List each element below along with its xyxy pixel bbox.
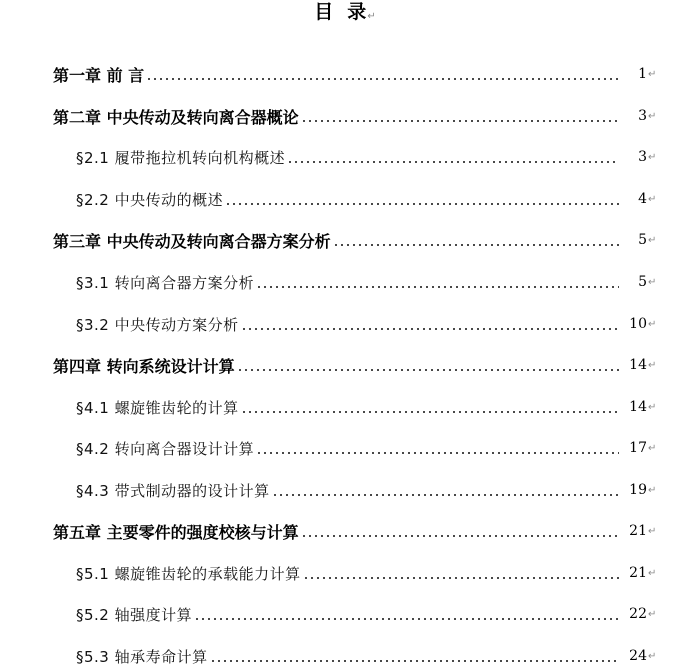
toc-entry-chapter-4[interactable] bbox=[0, 354, 690, 376]
toc-title bbox=[0, 0, 690, 29]
paragraph-mark-icon: ↵ bbox=[648, 401, 657, 413]
toc-entry-label: §3.1 转向离合器方案分析 bbox=[76, 273, 255, 292]
toc-entry-page-number: 22 bbox=[629, 606, 647, 622]
toc-entry-page-number: 24 bbox=[629, 648, 647, 664]
toc-entry-chapter-2[interactable] bbox=[0, 105, 690, 127]
toc-entry-page-number: 19 bbox=[629, 482, 647, 498]
toc-entry-section-5-1[interactable] bbox=[0, 562, 690, 584]
toc-entry-section-3-1[interactable] bbox=[0, 271, 690, 293]
dot-leader bbox=[225, 203, 619, 205]
toc-title-char-1: 目 bbox=[314, 1, 334, 23]
dot-leader bbox=[194, 618, 619, 620]
toc-entry-page-number: 14 bbox=[629, 399, 647, 415]
toc-entry-page-number: 3 bbox=[638, 108, 647, 124]
dot-leader bbox=[301, 535, 619, 537]
dot-leader bbox=[272, 494, 619, 496]
paragraph-mark-icon: ↵ bbox=[648, 442, 657, 454]
toc-entry-section-4-2[interactable] bbox=[0, 437, 690, 459]
toc-entry-page-number: 10 bbox=[629, 316, 647, 332]
paragraph-mark-icon: ↵ bbox=[648, 567, 657, 579]
toc-entry-section-2-1[interactable] bbox=[0, 146, 690, 168]
dot-leader bbox=[333, 244, 619, 246]
toc-entry-label: 第三章 中央传动及转向离合器方案分析 bbox=[53, 231, 331, 251]
toc-entry-label: §4.2 转向离合器设计计算 bbox=[76, 439, 255, 458]
toc-entry-chapter-1[interactable] bbox=[0, 63, 690, 85]
toc-entry-section-4-1[interactable] bbox=[0, 396, 690, 418]
dot-leader bbox=[256, 452, 619, 454]
toc-entry-label: §5.3 轴承寿命计算 bbox=[76, 647, 208, 666]
toc-entry-page-number: 21 bbox=[629, 523, 647, 539]
toc-entry-label: §5.1 螺旋锥齿轮的承载能力计算 bbox=[76, 564, 301, 583]
paragraph-mark-icon: ↵ bbox=[648, 484, 657, 496]
dot-leader bbox=[210, 660, 619, 662]
toc-entry-page-number: 4 bbox=[638, 191, 647, 207]
toc-entry-label: §2.2 中央传动的概述 bbox=[76, 190, 224, 209]
paragraph-mark-icon: ↵ bbox=[648, 276, 657, 288]
dot-leader bbox=[146, 78, 619, 80]
toc-entry-label: §3.2 中央传动方案分析 bbox=[76, 315, 239, 334]
paragraph-mark-icon: ↵ bbox=[648, 650, 657, 662]
paragraph-mark-icon: ↵ bbox=[648, 151, 657, 163]
toc-entry-label: §4.3 带式制动器的设计计算 bbox=[76, 481, 270, 500]
toc-title-char-2: 录 bbox=[347, 1, 367, 23]
paragraph-mark-icon: ↵ bbox=[648, 359, 657, 371]
paragraph-mark-icon: ↵ bbox=[648, 318, 657, 330]
toc-entry-page-number: 5 bbox=[638, 274, 647, 290]
toc-entry-page-number: 14 bbox=[629, 357, 647, 373]
paragraph-mark-icon: ↵ bbox=[367, 11, 376, 22]
dot-leader bbox=[287, 161, 619, 163]
dot-leader bbox=[241, 328, 619, 330]
toc-entry-section-2-2[interactable] bbox=[0, 188, 690, 210]
dot-leader bbox=[301, 120, 619, 122]
dot-leader bbox=[303, 577, 619, 579]
toc-entry-section-3-2[interactable] bbox=[0, 313, 690, 335]
dot-leader bbox=[241, 411, 619, 413]
toc-entry-page-number: 1 bbox=[638, 66, 647, 82]
toc-entry-chapter-5[interactable] bbox=[0, 520, 690, 542]
paragraph-mark-icon: ↵ bbox=[648, 234, 657, 246]
toc-entry-label: §5.2 轴强度计算 bbox=[76, 605, 193, 624]
toc-entry-page-number: 17 bbox=[629, 440, 647, 456]
toc-entry-chapter-3[interactable] bbox=[0, 229, 690, 251]
paragraph-mark-icon: ↵ bbox=[648, 608, 657, 620]
toc-entry-label: 第一章 前 言 bbox=[53, 65, 145, 85]
toc-entry-label: §4.1 螺旋锥齿轮的计算 bbox=[76, 398, 239, 417]
dot-leader bbox=[256, 286, 619, 288]
dot-leader bbox=[237, 369, 619, 371]
toc-entry-section-4-3[interactable] bbox=[0, 479, 690, 501]
paragraph-mark-icon: ↵ bbox=[648, 68, 657, 80]
toc-entry-label: 第二章 中央传动及转向离合器概论 bbox=[53, 107, 299, 127]
toc-entry-label: §2.1 履带拖拉机转向机构概述 bbox=[76, 148, 286, 167]
toc-entry-page-number: 5 bbox=[638, 232, 647, 248]
paragraph-mark-icon: ↵ bbox=[648, 525, 657, 537]
toc-entry-label: 第四章 转向系统设计计算 bbox=[53, 356, 235, 376]
paragraph-mark-icon: ↵ bbox=[648, 110, 657, 122]
paragraph-mark-icon: ↵ bbox=[648, 193, 657, 205]
toc-entry-page-number: 21 bbox=[629, 565, 647, 581]
toc-entry-section-5-2[interactable] bbox=[0, 603, 690, 625]
toc-entry-label: 第五章 主要零件的强度校核与计算 bbox=[53, 522, 299, 542]
toc-entry-page-number: 3 bbox=[638, 149, 647, 165]
